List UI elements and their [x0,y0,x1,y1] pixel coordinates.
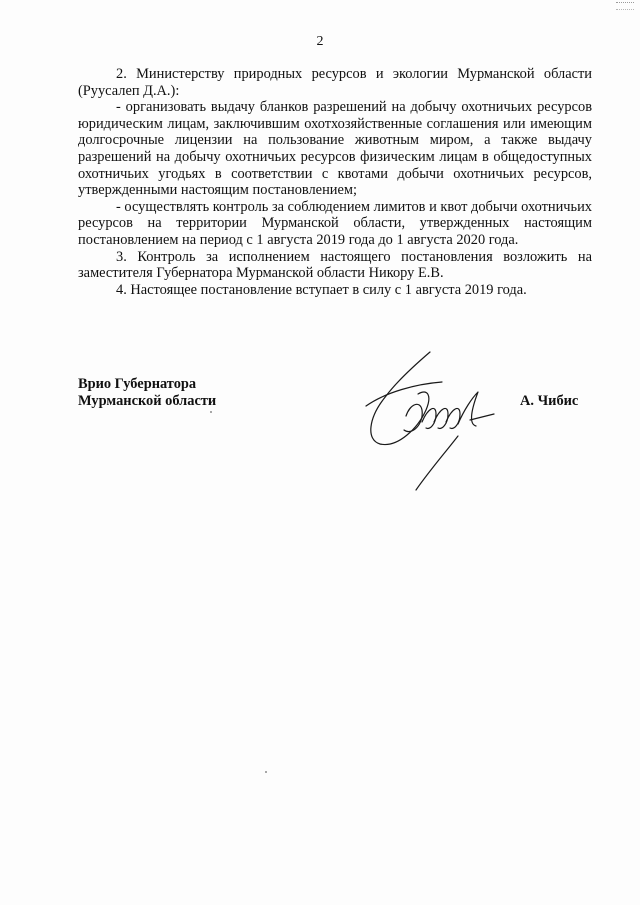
paragraph-issue-permits: - организовать выдачу бланков разрешений на добычу охотничьих ресурсов юридическим лицам, заключившим охотхозяйственные соглашения или имеющим долгосрочные лицензии на пользование животным миром, а также выдачу разрешений на добычу охотничьих ресурсов физическим лицам в общедоступных охотничьих угодьях в соответствии с квотами добычи охотничьих ресурсов, утвержденными настоящим постановлением; [78,99,592,199]
signer-title-line-2: Мурманской области [78,393,217,409]
scan-speck [265,771,267,773]
paragraph-ministry-instruction: 2. Министерству природных ресурсов и экологии Мурманской области (Руусалеп Д.А.): [78,66,592,99]
paragraph-control-limits: - осуществлять контроль за соблюдением лимитов и квот добычи охотничьих ресурсов на территории Мурманской области, утвержденных настоящим постановлением на период с 1 августа 2019 года до 1 августа 2020 года. [78,198,592,248]
signature-block [78,376,592,496]
signer-title [78,376,216,410]
scan-speck [210,411,212,413]
document-body [78,66,592,298]
page-number: 2 [316,34,324,49]
scan-corner-mark [616,2,634,10]
paragraph-effective-date: 4. Настоящее постановление вступает в силу с 1 августа 2019 года. [116,281,527,298]
signer-name: А. Чибис [520,393,579,409]
paragraph-control-deputy: 3. Контроль за исполнением настоящего постановления возложить на заместителя Губернатора Мурманской области Никору Е.В. [78,248,592,282]
handwritten-signature [346,344,506,494]
signer-title-line-1: Врио Губернатора [78,376,197,392]
